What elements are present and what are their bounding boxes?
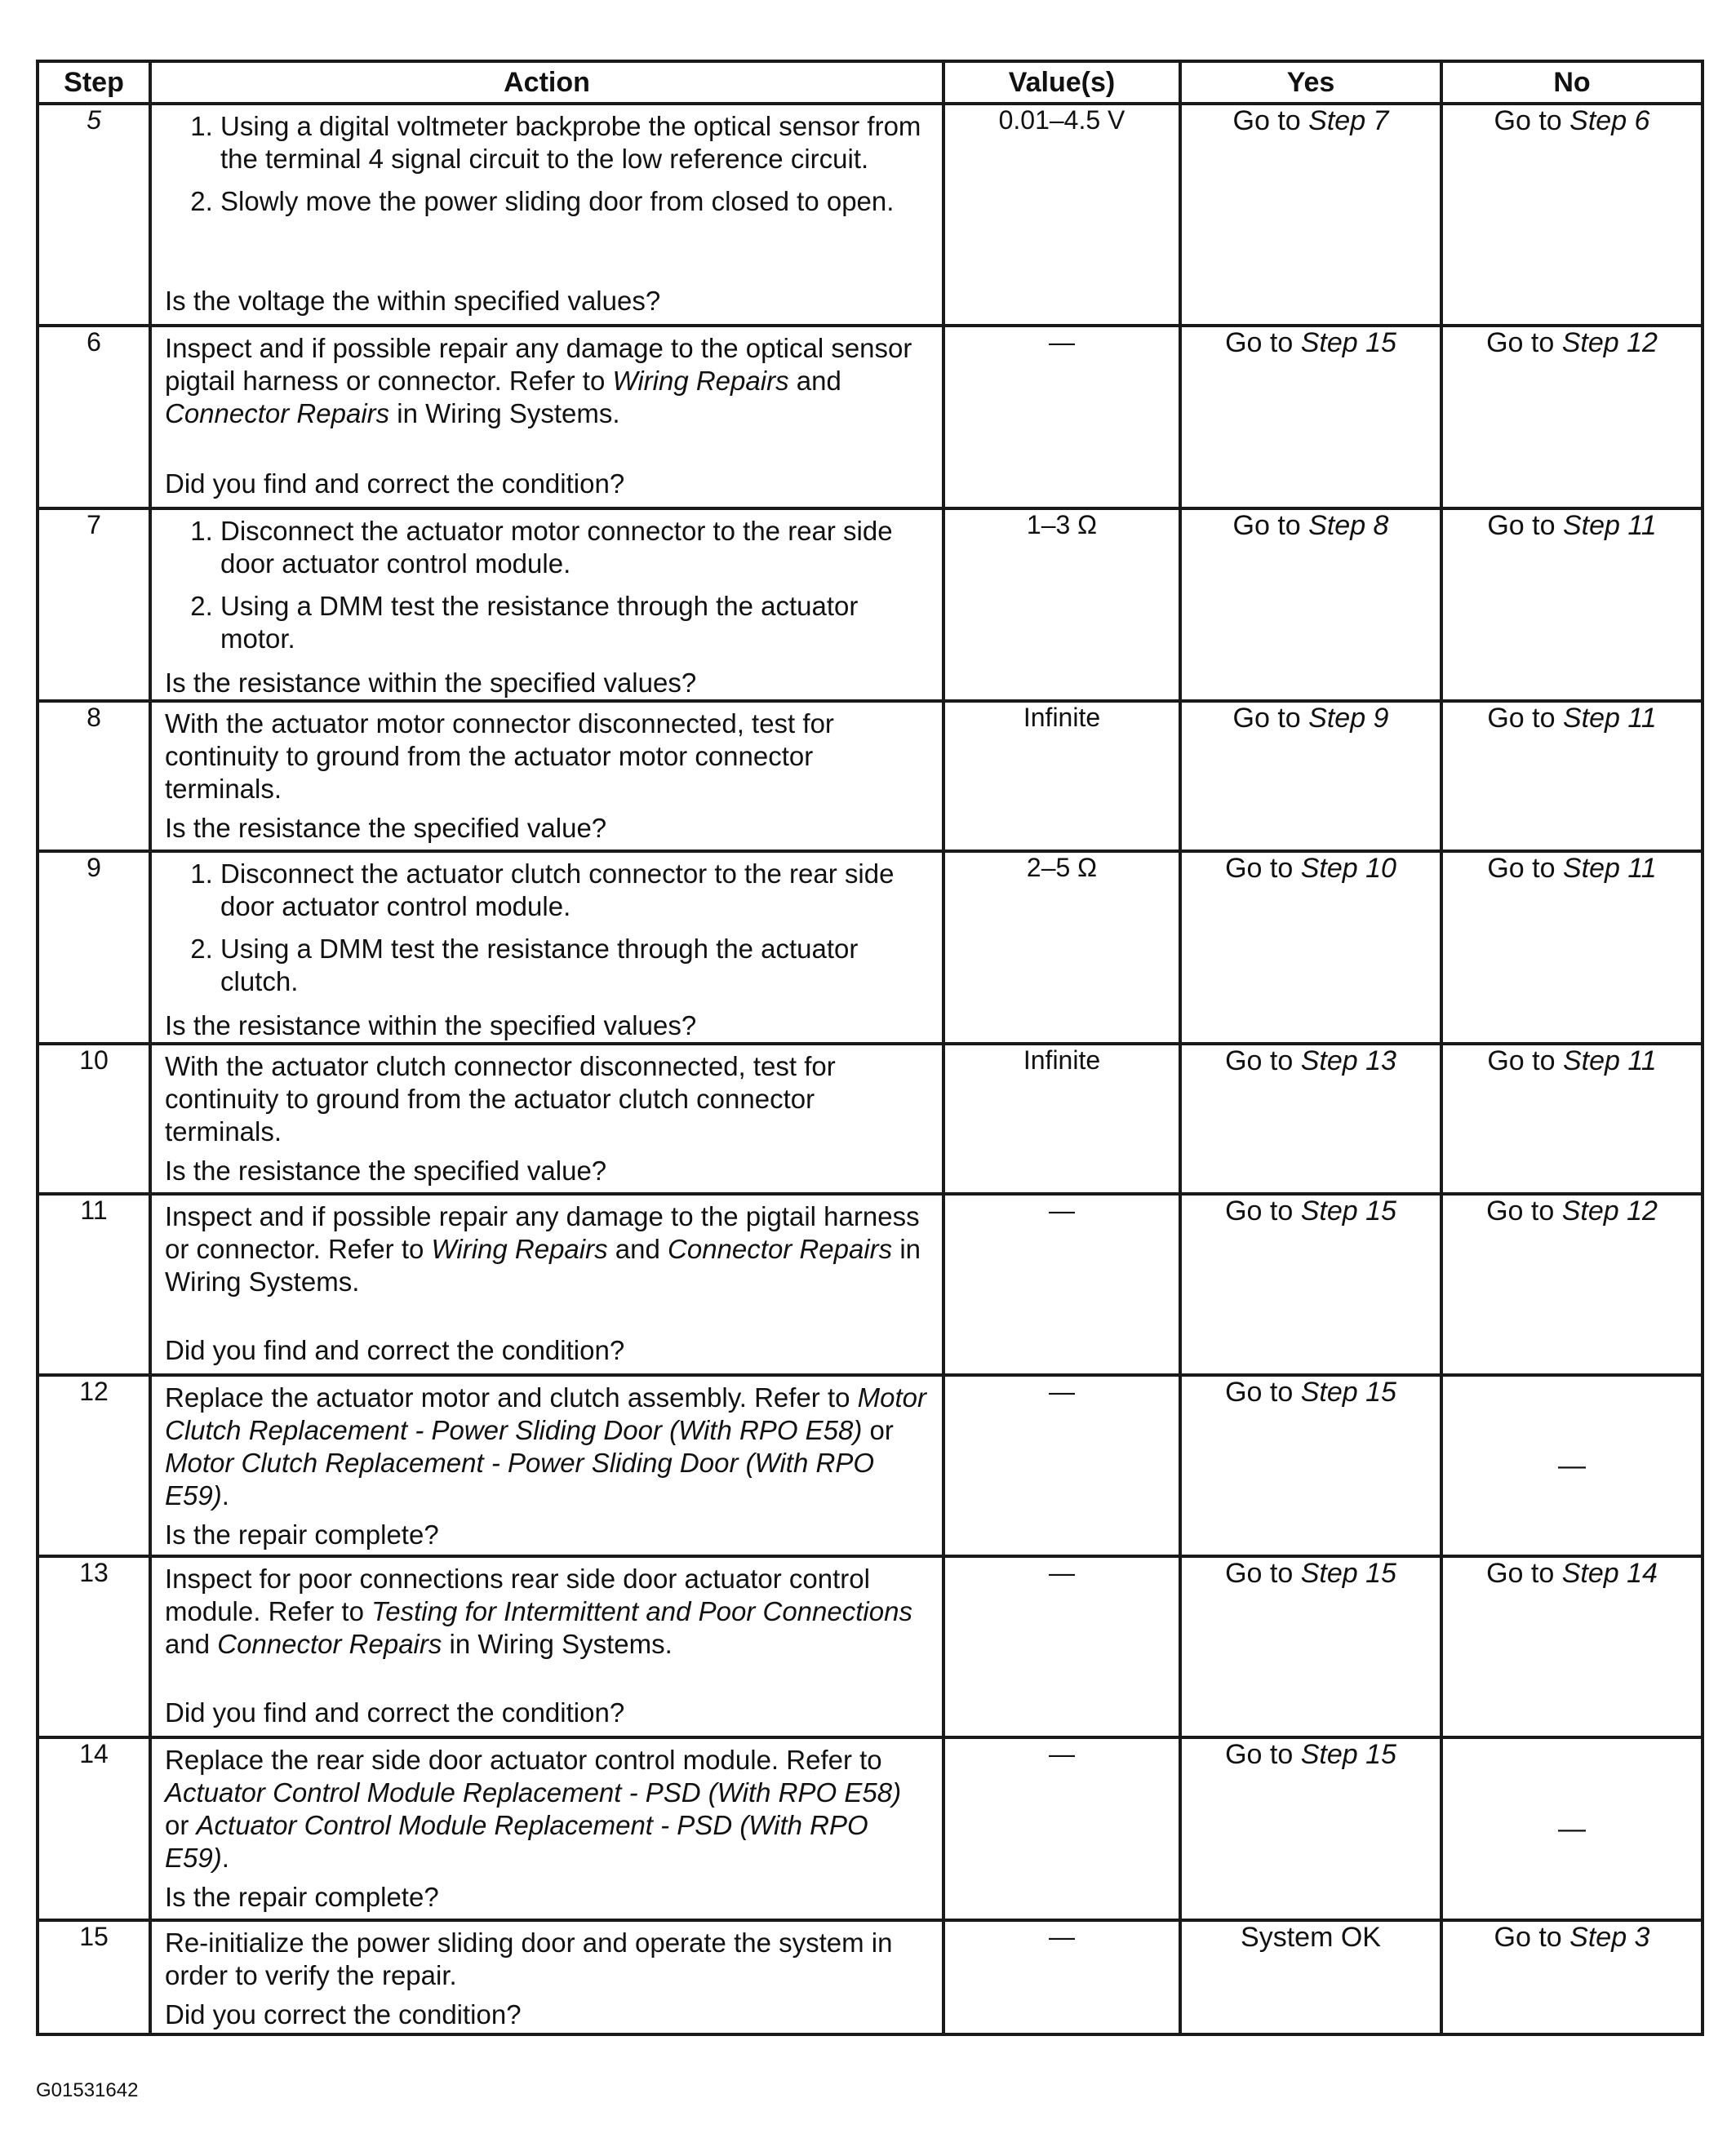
goto-prefix: Go to xyxy=(1232,703,1301,734)
action-text-segment: Inspect and if possible repair any damage to the pigtail harness or connector. Refer to xyxy=(165,1201,920,1264)
value-cell: 2–5 Ω xyxy=(943,851,1180,1044)
value-cell: — xyxy=(943,1920,1180,2034)
document-reference: Connector Repairs xyxy=(668,1234,893,1264)
goto-prefix: Go to xyxy=(1487,510,1556,541)
action-text-segment: . xyxy=(221,1480,229,1511)
yes-cell xyxy=(1180,508,1441,701)
action-step-item: 1. Using a digital voltmeter backprobe the optical sensor from the terminal 4 signal circuit to the low reference circuit. xyxy=(220,110,932,175)
step-number: 6 xyxy=(38,326,150,508)
action-question: Did you find and correct the condition? xyxy=(165,1697,625,1728)
document-reference: Connector Repairs xyxy=(165,398,390,428)
step-number: 14 xyxy=(38,1737,150,1920)
table-row xyxy=(38,851,1703,1044)
value-cell: 1–3 Ω xyxy=(943,508,1180,701)
step-link: Step 12 xyxy=(1561,1196,1658,1227)
header-row xyxy=(38,61,1703,104)
table-row xyxy=(38,1556,1703,1737)
table-row xyxy=(38,1194,1703,1375)
goto-prefix: Go to xyxy=(1225,853,1294,884)
action-step-item: 1. Disconnect the actuator motor connector to the rear side door actuator control module. xyxy=(220,515,932,580)
step-link: Step 3 xyxy=(1569,1922,1650,1953)
step-link: Step 7 xyxy=(1308,105,1389,136)
step-link: Step 15 xyxy=(1300,1558,1396,1589)
action-text-segment: or xyxy=(165,1810,197,1840)
document-reference: Wiring Repairs xyxy=(612,366,789,396)
action-text xyxy=(165,1200,932,1298)
no-cell xyxy=(1441,326,1703,508)
value-cell: — xyxy=(943,1375,1180,1556)
value-cell: — xyxy=(943,1556,1180,1737)
yes-cell xyxy=(1180,1556,1441,1737)
step-link: Step 14 xyxy=(1561,1558,1658,1589)
yes-cell xyxy=(1180,326,1441,508)
action-step-item: 2. Using a DMM test the resistance through the actuator motor. xyxy=(220,590,932,655)
action-text-segment: Inspect for poor connections rear side door actuator control module. Refer to xyxy=(165,1564,870,1626)
goto-prefix: Go to xyxy=(1487,703,1556,734)
no-cell xyxy=(1441,1920,1703,2034)
action-cell xyxy=(150,1556,943,1737)
document-reference: Actuator Control Module Replacement - PSD (With RPO E59) xyxy=(165,1810,868,1873)
no-cell xyxy=(1441,851,1703,1044)
yes-text: System OK xyxy=(1241,1922,1381,1953)
action-cell xyxy=(150,1375,943,1556)
step-link: Step 11 xyxy=(1562,853,1657,884)
action-text-segment: . xyxy=(221,1843,229,1873)
action-question: Is the resistance the specified value? xyxy=(165,1156,607,1186)
goto-prefix: Go to xyxy=(1225,327,1294,358)
header-action: Action xyxy=(150,61,943,104)
action-step-item: 2. Using a DMM test the resistance through the actuator clutch. xyxy=(220,933,932,998)
yes-cell xyxy=(1180,1920,1441,2034)
value-cell: — xyxy=(943,1737,1180,1920)
action-text-segment: in Wiring Systems. xyxy=(389,398,620,428)
action-step-item: 2. Slowly move the power sliding door from closed to open. xyxy=(220,185,932,218)
table-row xyxy=(38,1920,1703,2034)
step-link: Step 12 xyxy=(1561,327,1658,358)
action-cell xyxy=(150,326,943,508)
action-text xyxy=(165,1744,932,1874)
document-reference: Wiring Repairs xyxy=(431,1234,608,1264)
action-text xyxy=(165,332,932,430)
table-row xyxy=(38,326,1703,508)
goto-prefix: Go to xyxy=(1225,1739,1294,1770)
step-link: Step 11 xyxy=(1562,703,1657,734)
no-text: — xyxy=(1558,1449,1586,1481)
action-cell xyxy=(150,1194,943,1375)
yes-cell xyxy=(1180,851,1441,1044)
step-link: Step 13 xyxy=(1300,1045,1396,1076)
goto-prefix: Go to xyxy=(1486,327,1555,358)
action-question: Did you find and correct the condition? xyxy=(165,468,625,499)
header-step: Step xyxy=(38,61,150,104)
step-link: Step 11 xyxy=(1562,1045,1657,1076)
step-number: 10 xyxy=(38,1044,150,1194)
action-cell xyxy=(150,104,943,326)
document-reference: Actuator Control Module Replacement - PSD (With RPO E58) xyxy=(165,1777,902,1808)
table-row xyxy=(38,508,1703,701)
yes-cell xyxy=(1180,1737,1441,1920)
yes-cell xyxy=(1180,1044,1441,1194)
action-cell xyxy=(150,1044,943,1194)
no-cell xyxy=(1441,1044,1703,1194)
step-number: 13 xyxy=(38,1556,150,1737)
action-question: Is the repair complete? xyxy=(165,1882,439,1912)
yes-cell xyxy=(1180,701,1441,851)
action-question: Is the repair complete? xyxy=(165,1519,439,1550)
goto-prefix: Go to xyxy=(1486,1558,1555,1589)
step-link: Step 10 xyxy=(1300,853,1396,884)
yes-cell xyxy=(1180,1375,1441,1556)
table-row xyxy=(38,104,1703,326)
goto-prefix: Go to xyxy=(1232,510,1301,541)
action-question: Did you find and correct the condition? xyxy=(165,1335,625,1365)
table-row xyxy=(38,1044,1703,1194)
no-cell xyxy=(1441,701,1703,851)
action-cell xyxy=(150,1737,943,1920)
action-text-segment: With the actuator motor connector disconnected, test for continuity to ground from the actuator motor connector terminals. xyxy=(165,708,834,804)
goto-prefix: Go to xyxy=(1225,1045,1294,1076)
action-question: Did you correct the condition? xyxy=(165,1999,522,2030)
action-question: Is the resistance within the specified values? xyxy=(165,668,697,698)
action-text-segment: and xyxy=(165,1629,218,1659)
step-link: Step 15 xyxy=(1300,1739,1396,1770)
action-steps xyxy=(165,110,932,218)
header-yes: Yes xyxy=(1180,61,1441,104)
step-link: Step 15 xyxy=(1300,1196,1396,1227)
yes-cell xyxy=(1180,1194,1441,1375)
document-reference: Motor Clutch Replacement - Power Sliding Door (With RPO E58) xyxy=(165,1382,926,1445)
action-cell xyxy=(150,851,943,1044)
step-number: 15 xyxy=(38,1920,150,2034)
action-steps xyxy=(165,515,932,655)
goto-prefix: Go to xyxy=(1486,1196,1555,1227)
document-reference: Testing for Intermittent and Poor Connections xyxy=(371,1596,912,1626)
table-row xyxy=(38,701,1703,851)
action-text-segment: Replace the actuator motor and clutch assembly. Refer to xyxy=(165,1382,858,1413)
step-number: 7 xyxy=(38,508,150,701)
action-question: Is the voltage the within specified values? xyxy=(165,286,661,316)
action-text xyxy=(165,1050,932,1148)
action-text-segment: Re-initialize the power sliding door and operate the system in order to verify the repair. xyxy=(165,1928,893,1990)
no-cell xyxy=(1441,1737,1703,1920)
action-text-segment: in Wiring Systems. xyxy=(165,1234,921,1297)
no-cell xyxy=(1441,508,1703,701)
diagnostic-table xyxy=(36,60,1704,2036)
value-cell: — xyxy=(943,326,1180,508)
goto-prefix: Go to xyxy=(1225,1558,1294,1589)
action-text-segment: Inspect and if possible repair any damage to the optical sensor pigtail harness or connector. Refer to xyxy=(165,333,912,396)
step-number: 8 xyxy=(38,701,150,851)
action-text xyxy=(165,1563,932,1661)
step-link: Step 8 xyxy=(1308,510,1389,541)
no-cell xyxy=(1441,1556,1703,1737)
action-text-segment: in Wiring Systems. xyxy=(442,1629,673,1659)
action-text xyxy=(165,1927,932,1992)
action-step-item: 1. Disconnect the actuator clutch connector to the rear side door actuator control module. xyxy=(220,858,932,923)
value-cell: Infinite xyxy=(943,1044,1180,1194)
goto-prefix: Go to xyxy=(1487,1045,1556,1076)
table-row xyxy=(38,1737,1703,1920)
action-text xyxy=(165,708,932,805)
goto-prefix: Go to xyxy=(1487,853,1556,884)
action-steps xyxy=(165,858,932,998)
action-text xyxy=(165,1382,932,1512)
header-values: Value(s) xyxy=(943,61,1180,104)
step-number: 9 xyxy=(38,851,150,1044)
header-no: No xyxy=(1441,61,1703,104)
action-cell xyxy=(150,701,943,851)
no-text: — xyxy=(1558,1812,1586,1844)
step-number: 11 xyxy=(38,1194,150,1375)
step-link: Step 11 xyxy=(1562,510,1657,541)
document-reference: Motor Clutch Replacement - Power Sliding Door (With RPO E59) xyxy=(165,1448,875,1511)
step-number: 5 xyxy=(38,104,150,326)
action-text-segment: or xyxy=(862,1415,894,1445)
goto-prefix: Go to xyxy=(1225,1377,1294,1408)
no-cell xyxy=(1441,1194,1703,1375)
action-text-segment: Replace the rear side door actuator control module. Refer to xyxy=(165,1745,882,1775)
action-text-segment: and xyxy=(607,1234,668,1264)
step-link: Step 15 xyxy=(1300,1377,1396,1408)
yes-cell xyxy=(1180,104,1441,326)
goto-prefix: Go to xyxy=(1494,105,1562,136)
table-row xyxy=(38,1375,1703,1556)
figure-id: G01531642 xyxy=(36,2079,139,2101)
value-cell: 0.01–4.5 V xyxy=(943,104,1180,326)
step-link: Step 6 xyxy=(1569,105,1650,136)
action-cell xyxy=(150,508,943,701)
action-cell xyxy=(150,1920,943,2034)
action-question: Is the resistance within the specified values? xyxy=(165,1010,697,1040)
action-text-segment: and xyxy=(788,366,841,396)
document-reference: Connector Repairs xyxy=(217,1629,442,1659)
step-link: Step 9 xyxy=(1308,703,1389,734)
value-cell: — xyxy=(943,1194,1180,1375)
goto-prefix: Go to xyxy=(1232,105,1301,136)
goto-prefix: Go to xyxy=(1494,1922,1562,1953)
goto-prefix: Go to xyxy=(1225,1196,1294,1227)
no-cell xyxy=(1441,1375,1703,1556)
step-number: 12 xyxy=(38,1375,150,1556)
action-question: Is the resistance the specified value? xyxy=(165,813,607,843)
no-cell xyxy=(1441,104,1703,326)
value-cell: Infinite xyxy=(943,701,1180,851)
action-text-segment: With the actuator clutch connector disconnected, test for continuity to ground from the actuator clutch connector terminals. xyxy=(165,1051,836,1147)
step-link: Step 15 xyxy=(1300,327,1396,358)
